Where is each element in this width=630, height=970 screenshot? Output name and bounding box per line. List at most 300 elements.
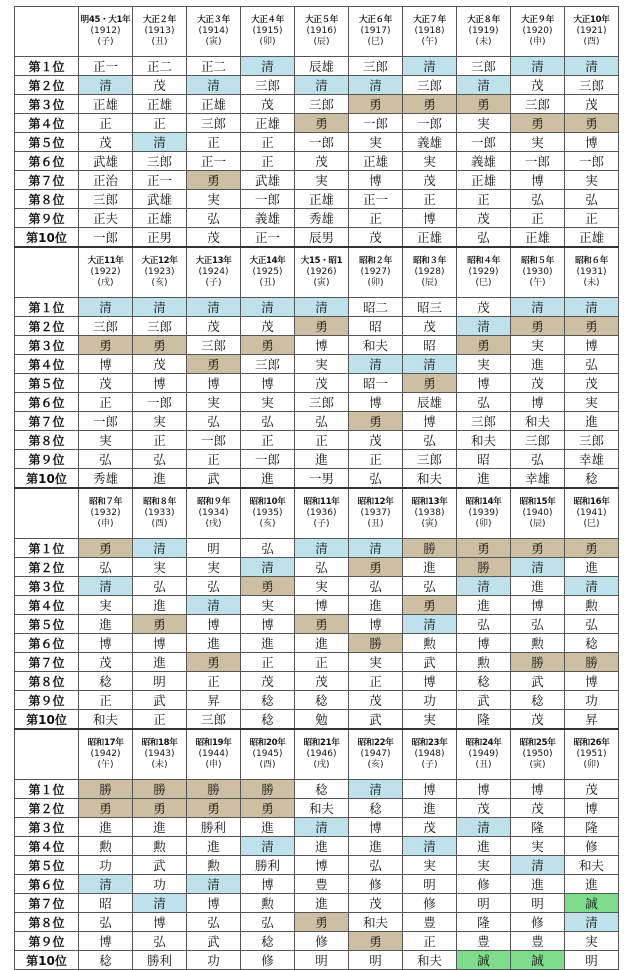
name-cell: 清 <box>241 298 295 317</box>
name-cell: 武雄 <box>133 190 187 209</box>
year-header-cell <box>295 729 349 780</box>
name-cell: 勇 <box>457 336 511 355</box>
rank-label: 第５位 <box>15 615 79 634</box>
rank-label: 第10位 <box>15 951 79 970</box>
name-cell: 正 <box>241 152 295 171</box>
name-cell: 博 <box>511 780 565 799</box>
name-cell: 清 <box>79 875 133 894</box>
year-zodiac: (巳) <box>475 277 492 288</box>
year-header-row <box>15 7 619 57</box>
name-cell: 茂 <box>241 672 295 691</box>
name-cell: 博 <box>403 672 457 691</box>
name-cell: 弘 <box>79 450 133 469</box>
name-cell: 勇 <box>187 653 241 672</box>
name-cell: 勉 <box>295 710 349 730</box>
rank-row <box>15 932 619 951</box>
name-cell: 茂 <box>349 894 403 913</box>
name-cell: 辰雄 <box>295 57 349 76</box>
name-cell: 三郎 <box>187 710 241 730</box>
name-cell: 弘 <box>187 209 241 228</box>
rank-row <box>15 913 619 932</box>
year-zodiac: (卯) <box>367 277 384 288</box>
year-era: 昭和９年 <box>197 496 230 507</box>
name-cell: 博 <box>295 596 349 615</box>
year-era: 昭和22年 <box>357 737 394 748</box>
name-cell: 実 <box>565 171 619 190</box>
year-zodiac: (寅) <box>205 36 222 47</box>
name-cell: 実 <box>403 856 457 875</box>
name-cell: 正 <box>187 450 241 469</box>
year-zodiac: (亥) <box>367 759 384 770</box>
name-cell: 和夫 <box>565 856 619 875</box>
name-cell: 三郎 <box>403 450 457 469</box>
year-header-cell <box>511 488 565 539</box>
rank-row <box>15 780 619 799</box>
name-cell: 勲 <box>403 634 457 653</box>
name-cell: 正治 <box>79 171 133 190</box>
name-cell: 清 <box>241 558 295 577</box>
name-cell: 実 <box>241 596 295 615</box>
name-cell: 弘 <box>349 469 403 489</box>
year-era: 大正３年 <box>197 14 230 25</box>
name-cell: 明 <box>295 951 349 970</box>
name-cell: 弘 <box>187 412 241 431</box>
name-cell: 博 <box>565 133 619 152</box>
name-cell: 実 <box>511 336 565 355</box>
name-cell: 博 <box>295 336 349 355</box>
name-cell: 茂 <box>349 431 403 450</box>
year-ad: (1951) <box>576 748 607 759</box>
year-header-cell <box>241 247 295 298</box>
rank-label: 第９位 <box>15 932 79 951</box>
name-cell: 一郎 <box>349 114 403 133</box>
name-cell: 弘 <box>457 615 511 634</box>
name-cell: 正男 <box>133 228 187 248</box>
name-cell: 武雄 <box>79 152 133 171</box>
year-ad: (1913) <box>144 25 175 36</box>
rank-row <box>15 691 619 710</box>
name-cell: 三郎 <box>511 431 565 450</box>
name-cell: 博 <box>349 615 403 634</box>
name-cell: 正二 <box>133 57 187 76</box>
name-cell: 三郎 <box>457 57 511 76</box>
name-cell: 茂 <box>457 209 511 228</box>
name-cell: 勝 <box>241 780 295 799</box>
name-cell: 清 <box>133 539 187 558</box>
year-ad: (1947) <box>360 748 391 759</box>
name-cell: 正 <box>79 393 133 412</box>
name-cell: 修 <box>403 894 457 913</box>
name-cell: 勇 <box>133 615 187 634</box>
name-cell: 清 <box>457 76 511 95</box>
year-zodiac: (未) <box>475 36 492 47</box>
name-cell: 茂 <box>241 95 295 114</box>
year-era: 昭和13年 <box>411 496 448 507</box>
name-cell: 清 <box>295 818 349 837</box>
year-header-cell <box>565 7 619 57</box>
name-cell: 清 <box>241 57 295 76</box>
year-header-cell <box>187 488 241 539</box>
name-cell: 勝 <box>403 539 457 558</box>
name-cell: 進 <box>403 558 457 577</box>
year-ad: (1946) <box>306 748 337 759</box>
year-zodiac: (寅) <box>313 277 330 288</box>
year-ad: (1926) <box>306 266 337 277</box>
year-header-cell <box>79 488 133 539</box>
year-header-cell <box>403 488 457 539</box>
name-cell: 進 <box>403 799 457 818</box>
year-zodiac: (午) <box>97 759 114 770</box>
name-cell: 稔 <box>565 469 619 489</box>
year-zodiac: (戌) <box>313 759 330 770</box>
name-cell: 進 <box>241 469 295 489</box>
name-cell: 誠 <box>511 951 565 970</box>
name-cell: 博 <box>295 856 349 875</box>
name-cell: 実 <box>295 171 349 190</box>
name-cell: 博 <box>241 374 295 393</box>
year-zodiac: (申) <box>97 518 114 529</box>
name-cell: 茂 <box>511 374 565 393</box>
name-cell: 勇 <box>241 799 295 818</box>
name-cell: 武 <box>187 469 241 489</box>
rank-row <box>15 190 619 209</box>
rank-label: 第７位 <box>15 894 79 913</box>
name-cell: 清 <box>511 57 565 76</box>
rank-label: 第５位 <box>15 374 79 393</box>
name-cell: 勲 <box>79 837 133 856</box>
name-cell: 弘 <box>133 577 187 596</box>
name-cell: 正 <box>133 431 187 450</box>
year-zodiac: (子) <box>205 277 222 288</box>
year-era: 昭和10年 <box>249 496 286 507</box>
name-cell: 隆 <box>457 913 511 932</box>
name-cell: 正 <box>133 114 187 133</box>
year-zodiac: (子) <box>97 36 114 47</box>
year-header-row <box>15 729 619 780</box>
year-header-cell <box>457 7 511 57</box>
header-corner <box>15 247 79 298</box>
name-cell: 進 <box>133 469 187 489</box>
year-ad: (1922) <box>90 266 121 277</box>
name-cell: 正 <box>295 653 349 672</box>
name-cell: 実 <box>187 558 241 577</box>
year-header-cell <box>511 729 565 780</box>
name-cell: 茂 <box>241 317 295 336</box>
name-cell: 正 <box>241 431 295 450</box>
name-cell: 功 <box>565 691 619 710</box>
year-header-cell <box>241 488 295 539</box>
name-cell: 清 <box>187 298 241 317</box>
name-cell: 弘 <box>511 615 565 634</box>
rank-label: 第１位 <box>15 539 79 558</box>
name-cell: 実 <box>349 133 403 152</box>
name-cell: 博 <box>403 412 457 431</box>
rank-label: 第７位 <box>15 412 79 431</box>
year-ad: (1933) <box>144 507 175 518</box>
name-cell: 一郎 <box>565 152 619 171</box>
year-header-cell <box>133 488 187 539</box>
rank-row <box>15 171 619 190</box>
name-cell: 進 <box>295 837 349 856</box>
year-era: 大正10年 <box>573 14 610 25</box>
rank-row <box>15 336 619 355</box>
name-cell: 博 <box>349 393 403 412</box>
year-era: 昭和24年 <box>465 737 502 748</box>
name-cell: 勇 <box>403 596 457 615</box>
year-era: 昭和15年 <box>519 496 556 507</box>
name-cell: 勇 <box>295 913 349 932</box>
year-header-cell <box>457 729 511 780</box>
rank-row <box>15 653 619 672</box>
name-cell: 功 <box>187 951 241 970</box>
rank-label: 第６位 <box>15 393 79 412</box>
year-era: 昭和14年 <box>465 496 502 507</box>
year-ad: (1950) <box>522 748 553 759</box>
rank-row <box>15 672 619 691</box>
year-zodiac: (辰) <box>529 518 546 529</box>
rank-row <box>15 469 619 489</box>
name-cell: 勇 <box>349 412 403 431</box>
name-cell: 清 <box>511 558 565 577</box>
name-cell: 正雄 <box>133 95 187 114</box>
year-zodiac: (未) <box>583 277 600 288</box>
year-ad: (1930) <box>522 266 553 277</box>
name-cell: 進 <box>79 818 133 837</box>
name-cell: 誠 <box>565 894 619 913</box>
name-cell: 正 <box>79 691 133 710</box>
name-cell: 清 <box>79 76 133 95</box>
name-cell: 進 <box>133 596 187 615</box>
name-cell: 一郎 <box>79 412 133 431</box>
year-zodiac: (子) <box>421 759 438 770</box>
name-cell: 正 <box>241 653 295 672</box>
name-cell: 清 <box>295 539 349 558</box>
name-cell: 茂 <box>79 133 133 152</box>
name-cell: 清 <box>79 577 133 596</box>
name-cell: 和夫 <box>295 799 349 818</box>
name-cell: 義雄 <box>241 209 295 228</box>
name-cell: 茂 <box>187 228 241 248</box>
year-era: 昭和21年 <box>303 737 340 748</box>
name-cell: 茂 <box>133 355 187 374</box>
rank-label: 第４位 <box>15 114 79 133</box>
year-ad: (1918) <box>414 25 445 36</box>
name-cell: 誠 <box>457 951 511 970</box>
header-corner <box>15 7 79 57</box>
name-cell: 勇 <box>349 558 403 577</box>
name-cell: 博 <box>79 932 133 951</box>
year-era: 昭和２年 <box>359 255 392 266</box>
name-cell: 和夫 <box>457 431 511 450</box>
name-cell: 昭 <box>403 336 457 355</box>
name-cell: 進 <box>457 837 511 856</box>
name-cell: 勲 <box>511 634 565 653</box>
name-cell: 勲 <box>565 596 619 615</box>
name-cell: 稔 <box>79 951 133 970</box>
name-cell: 弘 <box>295 558 349 577</box>
rank-row <box>15 209 619 228</box>
name-cell: 武 <box>349 710 403 730</box>
name-cell: 正 <box>133 710 187 730</box>
name-cell: 勲 <box>241 894 295 913</box>
name-cell: 一郎 <box>187 431 241 450</box>
name-cell: 弘 <box>457 393 511 412</box>
rank-label: 第10位 <box>15 469 79 489</box>
name-cell: 茂 <box>79 653 133 672</box>
year-header-cell <box>457 488 511 539</box>
name-cell: 武 <box>457 691 511 710</box>
name-cell: 和夫 <box>349 336 403 355</box>
rank-label: 第６位 <box>15 152 79 171</box>
name-cell: 茂 <box>187 317 241 336</box>
name-cell: 勇 <box>349 95 403 114</box>
name-cell: 昭三 <box>403 298 457 317</box>
rank-label: 第９位 <box>15 450 79 469</box>
name-cell: 博 <box>511 171 565 190</box>
name-cell: 実 <box>403 152 457 171</box>
year-ad: (1923) <box>144 266 175 277</box>
name-cell: 昭 <box>349 317 403 336</box>
year-era: 昭和６年 <box>575 255 608 266</box>
year-header-cell <box>133 7 187 57</box>
name-cell: 正一 <box>133 171 187 190</box>
name-cell: 清 <box>349 539 403 558</box>
name-cell: 博 <box>133 634 187 653</box>
name-cell: 明 <box>511 894 565 913</box>
name-cell: 正 <box>241 133 295 152</box>
name-cell: 実 <box>295 355 349 374</box>
year-zodiac: (丑) <box>259 277 276 288</box>
year-header-cell <box>241 7 295 57</box>
year-zodiac: (戌) <box>205 518 222 529</box>
ranking-table-body <box>15 7 619 970</box>
name-ranking-table <box>14 6 619 970</box>
name-cell: 正 <box>403 932 457 951</box>
name-cell: 博 <box>565 799 619 818</box>
year-era: 昭和11年 <box>303 496 340 507</box>
name-cell: 弘 <box>79 913 133 932</box>
name-cell: 茂 <box>403 317 457 336</box>
year-header-cell <box>565 488 619 539</box>
name-cell: 実 <box>457 114 511 133</box>
name-cell: 実 <box>241 393 295 412</box>
name-cell: 正二 <box>187 57 241 76</box>
name-cell: 勲 <box>457 653 511 672</box>
rank-label: 第７位 <box>15 171 79 190</box>
rank-label: 第２位 <box>15 317 79 336</box>
name-cell: 辰雄 <box>403 393 457 412</box>
name-cell: 弘 <box>133 450 187 469</box>
name-cell: 進 <box>79 615 133 634</box>
name-cell: 茂 <box>511 710 565 730</box>
year-era: 大正９年 <box>521 14 554 25</box>
name-cell: 三郎 <box>187 336 241 355</box>
rank-row <box>15 818 619 837</box>
year-header-cell <box>403 7 457 57</box>
year-header-cell <box>79 7 133 57</box>
name-cell: 稔 <box>241 932 295 951</box>
name-cell: 正 <box>349 672 403 691</box>
year-era: 大正７年 <box>413 14 446 25</box>
name-cell: 博 <box>565 672 619 691</box>
name-cell: 実 <box>457 856 511 875</box>
rank-label: 第４位 <box>15 837 79 856</box>
name-cell: 清 <box>133 298 187 317</box>
name-cell: 茂 <box>403 171 457 190</box>
year-header-cell <box>295 7 349 57</box>
name-cell: 弘 <box>187 913 241 932</box>
rank-row <box>15 539 619 558</box>
name-cell: 弘 <box>565 615 619 634</box>
year-ad: (1919) <box>468 25 499 36</box>
name-cell: 勇 <box>511 317 565 336</box>
year-era: 昭和５年 <box>521 255 554 266</box>
name-cell: 勝 <box>133 780 187 799</box>
year-zodiac: (丑) <box>367 518 384 529</box>
year-ad: (1931) <box>576 266 607 277</box>
name-cell: 清 <box>349 76 403 95</box>
name-cell: 実 <box>349 653 403 672</box>
name-cell: 功 <box>79 856 133 875</box>
name-cell: 進 <box>511 577 565 596</box>
name-cell: 実 <box>511 837 565 856</box>
name-cell: 清 <box>565 298 619 317</box>
year-ad: (1935) <box>252 507 283 518</box>
name-cell: 和夫 <box>79 710 133 730</box>
name-cell: 清 <box>565 577 619 596</box>
name-cell: 正 <box>565 209 619 228</box>
name-cell: 進 <box>133 818 187 837</box>
rank-row <box>15 634 619 653</box>
name-cell: 勇 <box>79 539 133 558</box>
name-cell: 稔 <box>565 634 619 653</box>
name-cell: 清 <box>457 577 511 596</box>
name-cell: 正雄 <box>565 228 619 248</box>
name-cell: 幸雄 <box>565 450 619 469</box>
rank-row <box>15 228 619 248</box>
name-cell: 三郎 <box>511 95 565 114</box>
name-cell: 稔 <box>511 691 565 710</box>
name-cell: 進 <box>241 818 295 837</box>
name-cell: 明 <box>457 894 511 913</box>
year-era: 昭和18年 <box>141 737 178 748</box>
name-cell: 清 <box>187 875 241 894</box>
year-ad: (1928) <box>414 266 445 277</box>
name-cell: 勇 <box>349 932 403 951</box>
year-zodiac: (午) <box>529 277 546 288</box>
year-header-cell <box>241 729 295 780</box>
year-era: 大正11年 <box>87 255 124 266</box>
name-cell: 和夫 <box>403 469 457 489</box>
name-cell: 実 <box>187 190 241 209</box>
year-zodiac: (申) <box>529 36 546 47</box>
name-cell: 稔 <box>241 691 295 710</box>
name-cell: 清 <box>241 837 295 856</box>
name-cell: 一郎 <box>511 152 565 171</box>
year-ad: (1940) <box>522 507 553 518</box>
year-zodiac: (巳) <box>583 518 600 529</box>
year-era: 明45・大1年 <box>80 14 131 25</box>
year-zodiac: (辰) <box>421 277 438 288</box>
rank-row <box>15 431 619 450</box>
name-cell: 正雄 <box>349 152 403 171</box>
name-cell: 博 <box>565 336 619 355</box>
name-cell: 勝利 <box>241 856 295 875</box>
year-ad: (1925) <box>252 266 283 277</box>
year-header-cell <box>457 247 511 298</box>
name-cell: 武 <box>511 672 565 691</box>
name-cell: 勲 <box>133 837 187 856</box>
